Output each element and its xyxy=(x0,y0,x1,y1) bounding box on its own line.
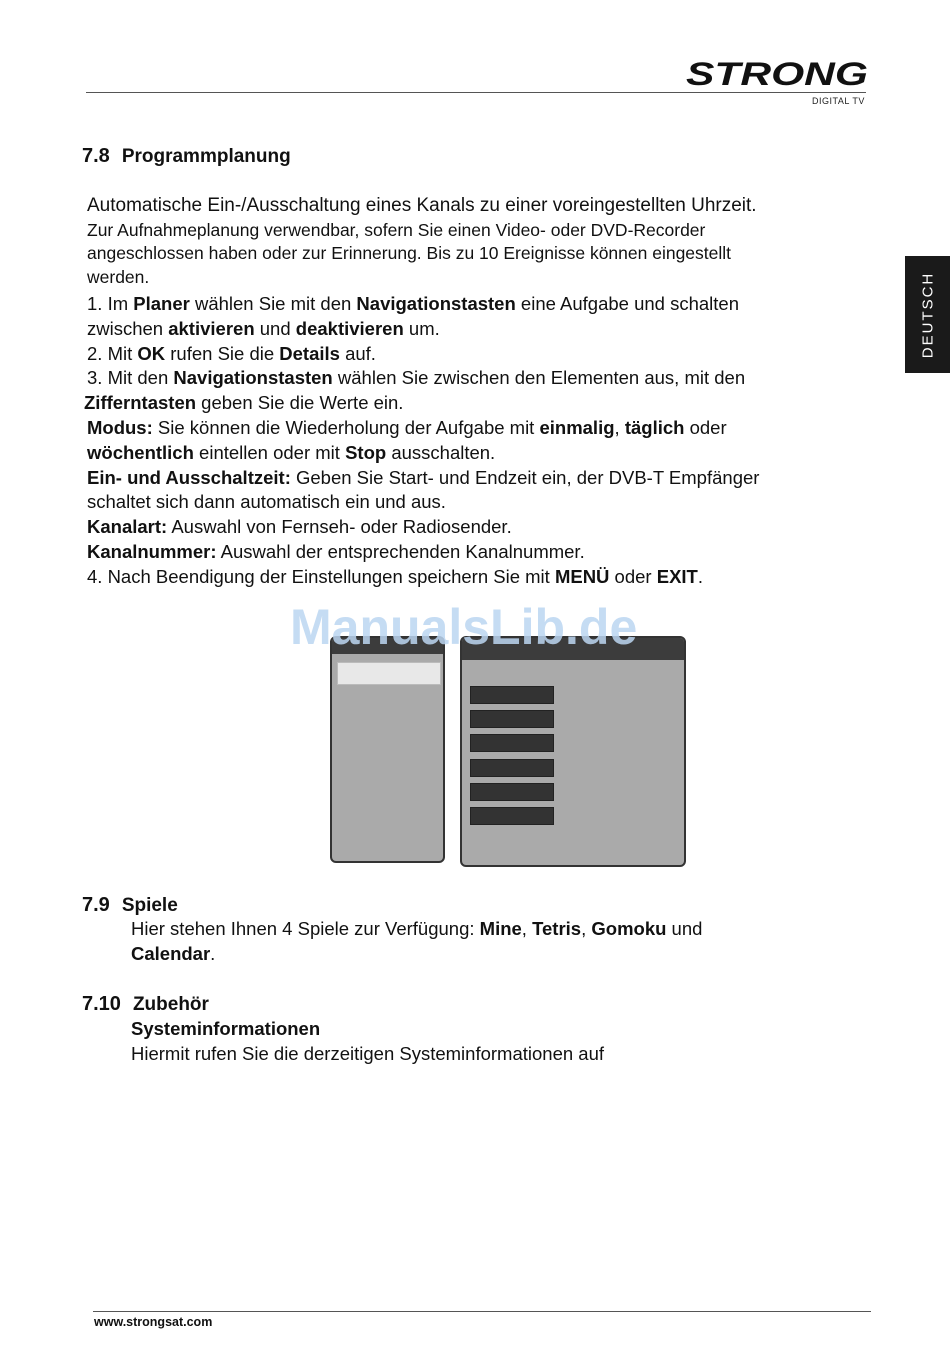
subsection-title: Systeminformationen xyxy=(131,1018,321,1039)
games-paragraph xyxy=(131,917,702,967)
planner-list-panel xyxy=(330,636,445,863)
detail-field xyxy=(470,783,554,801)
step-3-line-2: Zifferntasten geben Sie die Werte ein. xyxy=(84,392,404,414)
intro-paragraph xyxy=(87,194,757,289)
step-1-line: 1. Im Planer wählen Sie mit den Navigationstasten eine Aufgabe und schalten xyxy=(87,293,739,314)
modus-line-2: wöchentlich eintellen oder mit Stop ausschalten. xyxy=(87,441,496,463)
section-title: Zubehör xyxy=(132,994,209,1015)
zeit-line-2: schaltet sich dann automatisch ein und aus. xyxy=(87,491,446,513)
instructions xyxy=(84,292,760,590)
logo-tagline: DIGITAL TV xyxy=(812,96,865,106)
strong-logo xyxy=(686,55,870,91)
header-rule xyxy=(86,92,866,93)
selected-list-item xyxy=(337,662,441,685)
section-number: 7.8 xyxy=(82,145,110,167)
detail-field xyxy=(470,759,554,777)
intro-line: Zur Aufnahmeplanung verwendbar, sofern Sie einen Video- oder DVD-Recorder xyxy=(87,219,706,240)
kanalnummer-line: Kanalnummer: Auswahl der entsprechenden Kanalnummer. xyxy=(87,540,585,562)
subsection-text: Hiermit rufen Sie die derzeitigen Systeminformationen auf xyxy=(131,1042,605,1064)
language-tab xyxy=(905,256,950,373)
language-tab-label: DEUTSCH xyxy=(919,271,936,358)
detail-field xyxy=(470,807,554,825)
games-line-2: Calendar. xyxy=(131,942,216,964)
detail-field xyxy=(470,710,554,728)
planner-details-panel xyxy=(460,636,686,867)
watermark: ManualsLib.de xyxy=(290,599,638,655)
zeit-line: Ein- und Ausschaltzeit: Geben Sie Start- und Endzeit ein, der DVB-T Empfänger xyxy=(87,466,760,488)
modus-line: Modus: Sie können die Wiederholung der Aufgabe mit einmalig, täglich oder xyxy=(87,416,727,438)
intro-line: Automatische Ein-/Ausschaltung eines Kanals zu einer voreingestellten Uhrzeit. xyxy=(87,195,757,216)
step-2-line: 2. Mit OK rufen Sie die Details auf. xyxy=(87,342,376,364)
accessories-paragraph xyxy=(131,1017,604,1067)
footer-rule xyxy=(93,1311,871,1312)
section-heading-7-9 xyxy=(82,894,178,917)
section-number: 7.9 xyxy=(82,894,110,916)
detail-field xyxy=(470,686,554,704)
section-title: Spiele xyxy=(121,895,178,916)
step-4-line: 4. Nach Beendigung der Einstellungen speichern Sie mit MENÜ oder EXIT. xyxy=(87,565,703,587)
games-line: Hier stehen Ihnen 4 Spiele zur Verfügung: Mine, Tetris, Gomoku und xyxy=(131,918,703,939)
intro-line: angeschlossen haben oder zur Erinnerung. Bis zu 10 Ereignisse können eingestellt xyxy=(87,243,732,264)
section-title: Programmplanung xyxy=(121,146,291,167)
step-1-line-2: zwischen aktivieren und deaktivieren um. xyxy=(87,317,440,339)
kanalart-line: Kanalart: Auswahl von Fernseh- oder Radiosender. xyxy=(87,516,512,538)
section-heading-7-8 xyxy=(82,145,291,168)
step-3-line: 3. Mit den Navigationstasten wählen Sie zwischen den Elementen aus, mit den xyxy=(87,367,746,389)
section-heading-7-10 xyxy=(82,993,209,1016)
svg-text:STRONG: STRONG xyxy=(686,56,868,91)
detail-field xyxy=(470,734,554,752)
section-number: 7.10 xyxy=(82,993,121,1015)
footer-url[interactable]: www.strongsat.com xyxy=(94,1315,213,1329)
intro-line: werden. xyxy=(87,266,150,287)
